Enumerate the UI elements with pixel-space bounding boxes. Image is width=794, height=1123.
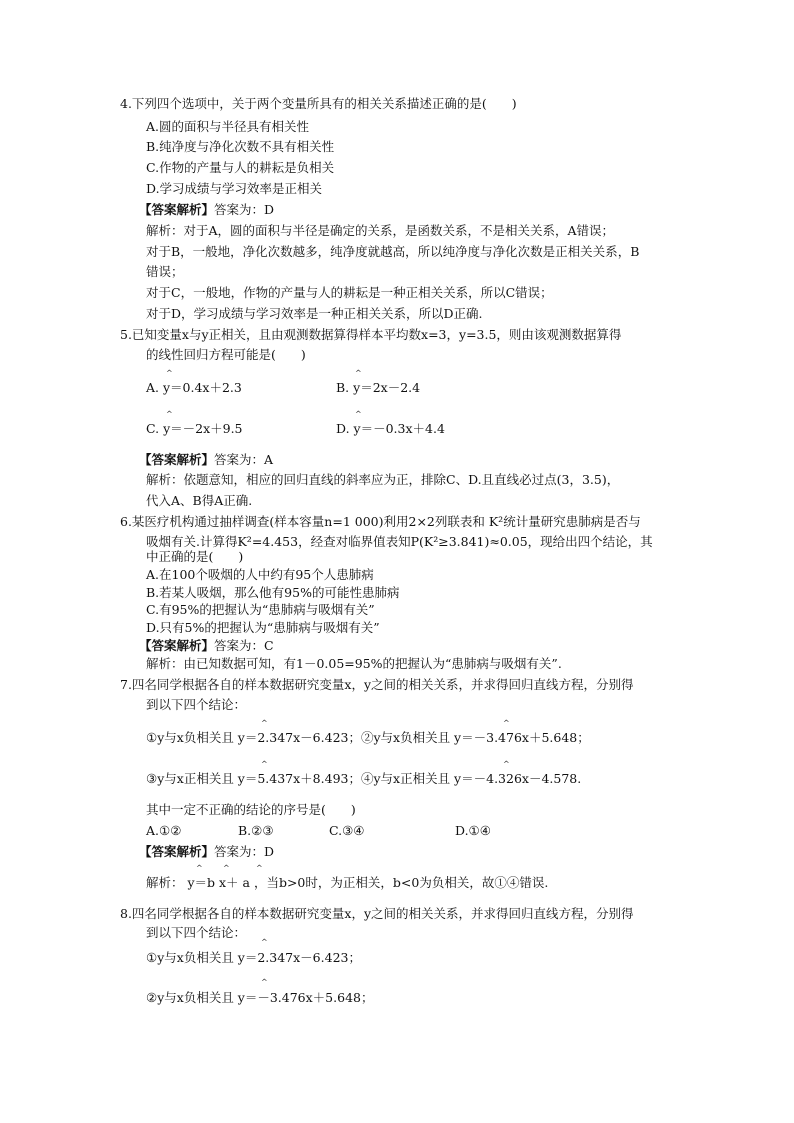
hat-symbol: ^ (355, 369, 362, 378)
q4-stem: 4.下列四个选项中，关于两个变量所具有的相关关系描述正确的是( ) (120, 96, 517, 111)
q6-option-a: A.在100个吸烟的人中约有95个人患肺病 (146, 567, 374, 582)
q5-option-b: B. y＝2x－2.4 (336, 380, 421, 395)
q4-explanation-line: 对于D，学习成绩与学习效率是一种正相关关系，所以D正确. (146, 306, 483, 321)
q4-explanation-line: 对于C，一般地，作物的产量与人的耕耘是一种正相关关系，所以C错误； (146, 285, 553, 300)
q6-option-d: D.只有5%的把握认为“患肺病与吸烟有关” (146, 620, 380, 635)
q7-conclusions-line: ③y与x正相关且 y＝5.437x＋8.493；④y与x正相关且 y＝－4.326x－4.578. (146, 771, 582, 786)
q4-option-a: A.圆的面积与半径具有相关性 (146, 119, 310, 134)
hat-symbol: ^ (355, 410, 362, 419)
q6-answer (139, 638, 274, 653)
answer-tag: 【答案解析】 (139, 202, 215, 217)
q8-stem-line: 8.四名同学根据各自的样本数据研究变量x，y之间的相关关系，并求得回归直线方程，分别得 (120, 906, 634, 921)
q4-option-d: D.学习成绩与学习效率是正相关 (146, 181, 323, 196)
q4-explanation-line: 解析：对于A，圆的面积与半径是确定的关系，是函数关系，不是相关关系，A错误； (146, 223, 615, 238)
hat-symbol: ^ (223, 864, 230, 873)
q7-stem-line: 到以下四个结论： (146, 697, 247, 712)
answer-tag: 【答案解析】 (139, 452, 215, 467)
q4-option-c: C.作物的产量与人的耕耘是负相关 (146, 160, 335, 175)
q6-option-c: C.有95%的把握认为“患肺病与吸烟有关” (146, 602, 375, 617)
hat-symbol: ^ (166, 369, 173, 378)
answer-tag: 【答案解析】 (139, 844, 215, 859)
q6-stem-line: 6.某医疗机构通过抽样调查(样本容量n=1 000)利用2×2列联表和 K²统计量研究患肺病是否与 (120, 514, 641, 529)
answer-text: 答案为：A (214, 452, 274, 467)
q7-option-b: B.②③ (238, 823, 274, 838)
q5-explanation-line: 解析：依题意知，相应的回归直线的斜率应为正，排除C、D.且直线必过点(3，3.5)， (146, 472, 620, 487)
hat-symbol: ^ (196, 864, 203, 873)
q7-question: 其中一定不正确的结论的序号是( ) (146, 802, 356, 817)
answer-text: 答案为：D (214, 844, 275, 859)
q4-explanation-line: 对于B，一般地，净化次数越多，纯净度就越高，所以纯净度与净化次数是正相关关系，B (146, 244, 640, 259)
q6-stem-line: 吸烟有关.计算得K²=4.453，经查对临界值表知P(K²≥3.841)≈0.05，现给出四个结论，其 (146, 534, 653, 549)
answer-text: 答案为：C (214, 638, 274, 653)
hat-symbol: ^ (503, 719, 510, 728)
q4-option-b: B.纯净度与净化次数不具有相关性 (146, 139, 335, 154)
hat-symbol: ^ (503, 760, 510, 769)
q7-option-c: C.③④ (329, 823, 365, 838)
hat-symbol: ^ (256, 864, 263, 873)
q5-stem-line: 5.已知变量x与y正相关，且由观测数据算得样本平均数x=3，y=3.5，则由该观测数据算得 (120, 327, 622, 342)
q5-answer (139, 452, 273, 467)
q8-conclusion-line: ②y与x负相关且 y＝－3.476x＋5.648； (146, 990, 374, 1005)
hat-symbol: ^ (261, 719, 268, 728)
hat-symbol: ^ (261, 938, 268, 947)
q8-conclusion-line: ①y与x负相关且 y＝2.347x－6.423； (146, 950, 361, 965)
hat-symbol: ^ (166, 410, 173, 419)
q7-answer (139, 844, 274, 859)
q4-explanation-line: 错误； (146, 264, 184, 279)
q7-stem-line: 7.四名同学根据各自的样本数据研究变量x，y之间的相关关系，并求得回归直线方程，分别得 (120, 677, 634, 692)
answer-tag: 【答案解析】 (139, 638, 215, 653)
q6-explanation: 解析：由已知数据可知，有1－0.05=95%的把握认为“患肺病与吸烟有关”. (146, 656, 562, 671)
q5-stem-line: 的线性回归方程可能是( ) (146, 347, 306, 362)
q7-conclusions-line: ①y与x负相关且 y＝2.347x－6.423；②y与x负相关且 y＝－3.476x＋5.648； (146, 730, 590, 745)
q8-stem-line: 到以下四个结论： (146, 925, 247, 940)
answer-text: 答案为：D (214, 202, 275, 217)
q4-answer (139, 202, 274, 217)
q5-option-d: D. y＝－0.3x＋4.4 (336, 421, 445, 436)
hat-symbol: ^ (261, 978, 268, 987)
q7-option-d: D.①④ (455, 823, 491, 838)
q5-option-a: A. y＝0.4x＋2.3 (146, 380, 242, 395)
q7-option-a: A.①② (146, 823, 182, 838)
q5-explanation-line: 代入A、B得A正确. (146, 493, 253, 508)
q6-option-b: B.若某人吸烟，那么他有95%的可能性患肺病 (146, 585, 400, 600)
q7-explanation: 解析： y＝b x＋ a ，当b>0时，为正相关，b<0为负相关，故①④错误. (146, 875, 549, 890)
q6-stem-line: 中正确的是( ) (146, 549, 244, 564)
q5-option-c: C. y＝－2x＋9.5 (146, 421, 243, 436)
hat-symbol: ^ (261, 760, 268, 769)
